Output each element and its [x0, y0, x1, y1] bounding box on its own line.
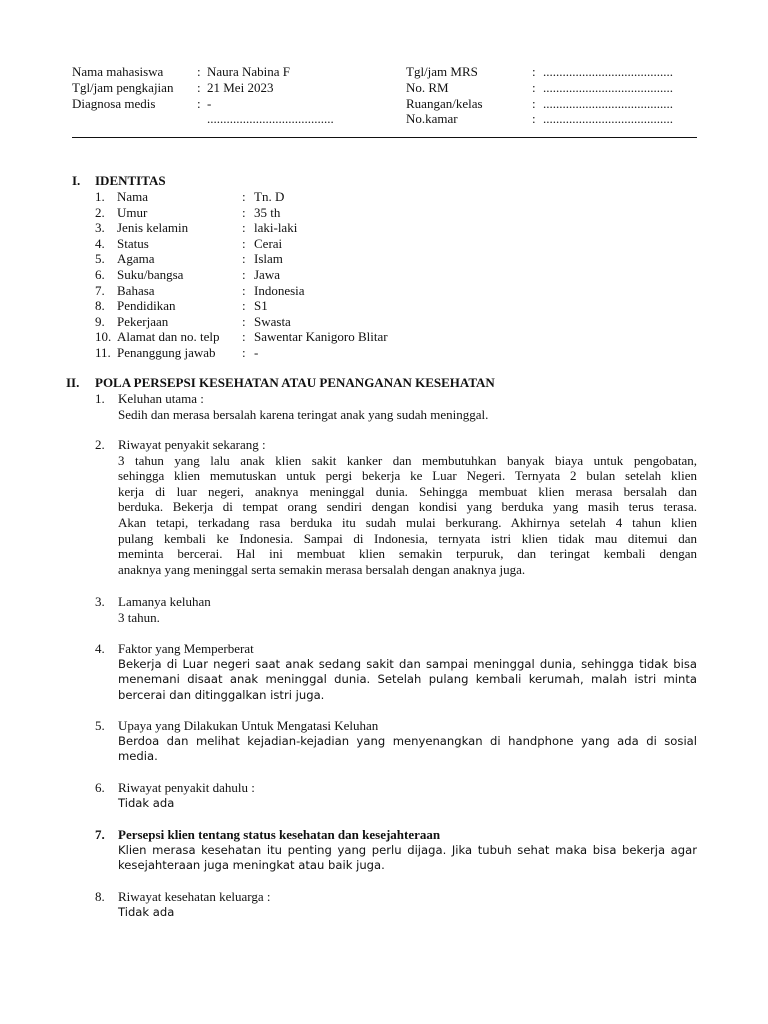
- item-heading: Riwayat penyakit sekarang :: [118, 437, 266, 452]
- body-line: meminta bercerai. Hal ini membuat klien semakin terpuruk, dan teringat kembali dengan: [118, 546, 697, 562]
- header-label: Nama mahasiswa: [72, 64, 164, 79]
- item-heading: Riwayat penyakit dahulu :: [118, 780, 255, 795]
- row-label: Umur: [117, 204, 148, 220]
- item-number: 8.: [95, 889, 105, 904]
- section-2-numeral: II.: [66, 375, 80, 390]
- row-number: 2.: [95, 204, 105, 220]
- body-line: Klien merasa kesehatan itu penting yang perlu dijaga. Jika tubuh sehat maka bisa bekerja agar: [118, 842, 697, 857]
- identity-row: [95, 189, 284, 205]
- assessment-date-value: 21 Mei 2023: [207, 79, 274, 95]
- header-label: Diagnosa medis: [72, 95, 156, 111]
- colon: :: [532, 79, 536, 95]
- item-number: 7.: [95, 827, 105, 842]
- identity-row: [95, 314, 291, 330]
- body-line: Bekerja di Luar negeri saat anak sedang sakit dan sampai meninggal dunia, sehingga tidak bisa: [118, 656, 697, 671]
- header-left-values: [207, 64, 334, 127]
- header-left-colons: [197, 64, 201, 127]
- colon: :: [532, 111, 536, 127]
- row-label: Alamat dan no. telp: [117, 329, 220, 345]
- body-line: media.: [118, 749, 158, 764]
- header-label: No. RM: [406, 79, 449, 95]
- row-label: Status: [117, 235, 149, 251]
- item-heading: Persepsi klien tentang status kesehatan dan kesejahteraan: [118, 827, 441, 842]
- colon: :: [242, 220, 246, 236]
- item-body: [118, 407, 697, 423]
- row-label: Nama: [117, 189, 149, 204]
- body-line: sehingga klien memutuskan untuk pergi bekerja ke Luar Negeri. Ternyata 2 bulan setelah klien: [118, 468, 697, 484]
- identity-row: [95, 205, 280, 221]
- header-label: Tgl/jam MRS: [406, 64, 478, 79]
- item-body: [118, 610, 697, 626]
- colon: :: [242, 282, 246, 298]
- body-line: Berdoa dan melihat kejadian-kejadian yang menyenangkan di handphone yang ada di sosial: [118, 733, 697, 748]
- colon: :: [197, 95, 201, 111]
- dotted-fill: ........................................: [543, 111, 673, 127]
- dotted-fill: ........................................: [543, 95, 673, 111]
- row-value: Islam: [254, 251, 283, 267]
- row-label: Agama: [117, 251, 155, 267]
- colon: :: [242, 345, 246, 360]
- row-label: Pekerjaan: [117, 313, 169, 329]
- colon: :: [242, 251, 246, 267]
- student-name-value: Naura Nabina F: [207, 64, 291, 79]
- row-number: 10.: [95, 329, 112, 345]
- dotted-fill: ........................................: [543, 79, 673, 95]
- row-number: 5.: [95, 251, 105, 267]
- header-divider: [72, 137, 697, 138]
- row-value: 35 th: [254, 204, 281, 220]
- body-line: Sedih dan merasa bersalah karena teringat anak yang sudah meninggal.: [118, 406, 489, 422]
- row-value: laki-laki: [254, 220, 298, 236]
- identity-row: [95, 298, 268, 314]
- row-value: Indonesia: [254, 282, 305, 298]
- body-line: kerja di luar negeri, anaknya meninggal dunia. Sehingga membuat klien merasa bersalah dan: [118, 483, 697, 499]
- identity-row: [95, 251, 283, 267]
- identity-row: [95, 283, 305, 299]
- colon: :: [242, 329, 246, 345]
- identity-row: [95, 236, 282, 252]
- dotted-fill: .......................................: [207, 111, 334, 127]
- identity-row: [95, 220, 297, 236]
- section-2-title: POLA PERSEPSI KESEHATAN ATAU PENANGANAN KESEHATAN: [95, 375, 495, 390]
- row-number: 11.: [95, 345, 111, 360]
- header-right-values: [543, 64, 673, 127]
- header-right-colons: [532, 64, 536, 127]
- row-number: 4.: [95, 235, 105, 251]
- row-value: Tn. D: [254, 189, 285, 204]
- row-label: Bahasa: [117, 282, 155, 298]
- item-heading: Riwayat kesehatan keluarga :: [118, 889, 271, 904]
- identity-row: [95, 345, 258, 361]
- section-1-title: IDENTITAS: [95, 173, 166, 188]
- row-label: Pendidikan: [117, 298, 176, 314]
- row-value: Sawentar Kanigoro Blitar: [254, 329, 388, 345]
- item-heading: Lamanya keluhan: [118, 594, 211, 609]
- body-line: berduka. Bekerja di tempat orang sendiri dengan kondisi yang berduka yang masih terus terasa.: [118, 499, 697, 515]
- item-body: [118, 796, 697, 812]
- item-number: 6.: [95, 780, 105, 795]
- identity-row: [95, 267, 280, 283]
- item-body: [118, 657, 697, 704]
- item-number: 3.: [95, 594, 105, 609]
- item-number: 4.: [95, 641, 105, 656]
- row-value: Jawa: [254, 267, 280, 282]
- row-label: Jenis kelamin: [117, 220, 189, 236]
- colon: :: [197, 79, 201, 95]
- row-label: Penanggung jawab: [117, 345, 216, 360]
- body-line: 3 tahun.: [118, 609, 160, 625]
- item-heading: Faktor yang Memperberat: [118, 641, 254, 656]
- row-number: 7.: [95, 282, 105, 298]
- header-label: No.kamar: [406, 111, 458, 127]
- row-value: S1: [254, 298, 268, 314]
- section-1-numeral: I.: [72, 173, 81, 188]
- header-left-labels: [72, 64, 173, 127]
- body-line: anaknya yang meninggal serta semakin merasa bersalah dengan anaknya juga.: [118, 561, 526, 577]
- colon: :: [242, 267, 246, 282]
- row-value: -: [254, 345, 259, 360]
- body-line: pulang kembali ke Indonesia. Sampai di Indonesia, ternyata istri klien tidak mau ditemui dan: [118, 530, 697, 546]
- body-line: Tidak ada: [118, 904, 175, 919]
- header-label: Ruangan/kelas: [406, 95, 483, 111]
- item-heading: Keluhan utama :: [118, 391, 204, 406]
- item-body: [118, 843, 697, 874]
- item-number: 5.: [95, 718, 105, 733]
- colon: :: [532, 95, 536, 111]
- header-label: Tgl/jam pengkajian: [72, 79, 174, 95]
- row-number: 6.: [95, 267, 105, 282]
- item-body: [118, 734, 697, 765]
- identity-row: [95, 329, 388, 345]
- row-number: 8.: [95, 298, 105, 314]
- dotted-fill: ........................................: [543, 64, 673, 79]
- item-body: [118, 905, 697, 921]
- item-number: 1.: [95, 391, 105, 406]
- item-heading: Upaya yang Dilakukan Untuk Mengatasi Keluhan: [118, 718, 379, 733]
- colon: :: [242, 298, 246, 314]
- colon: :: [242, 204, 246, 220]
- row-number: 3.: [95, 220, 105, 236]
- body-line: menemani disaat anak meninggal dunia. Setelah pulang kembali kerumah, malah istri minta: [118, 672, 697, 687]
- body-line: Akan tetapi, terkadang rasa berduka itu sudah mulai berkurang. Akhirnya setelah 4 tahun klien: [118, 514, 697, 530]
- body-line: bercerai dan ditinggalkan istri juga.: [118, 687, 325, 702]
- colon: :: [197, 64, 201, 79]
- item-number: 2.: [95, 437, 105, 452]
- row-label: Suku/bangsa: [117, 267, 184, 282]
- colon: :: [242, 235, 246, 251]
- medical-diagnosis-value: -: [207, 95, 212, 111]
- colon: :: [242, 189, 246, 204]
- header-right-labels: [406, 64, 483, 127]
- row-value: Swasta: [254, 313, 291, 329]
- row-number: 9.: [95, 313, 105, 329]
- row-value: Cerai: [254, 235, 283, 251]
- colon: :: [242, 313, 246, 329]
- header-label: [72, 111, 173, 127]
- body-line: Tidak ada: [118, 795, 175, 810]
- body-line: 3 tahun yang lalu anak klien sakit kanker dan membutuhkan banyak biaya untuk pengobatan,: [118, 452, 697, 468]
- colon: [197, 111, 201, 127]
- item-body: [118, 453, 697, 578]
- body-line: kesejahteraan juga meningkat atau baik juga.: [118, 858, 385, 873]
- colon: :: [532, 64, 536, 79]
- row-number: 1.: [95, 189, 105, 204]
